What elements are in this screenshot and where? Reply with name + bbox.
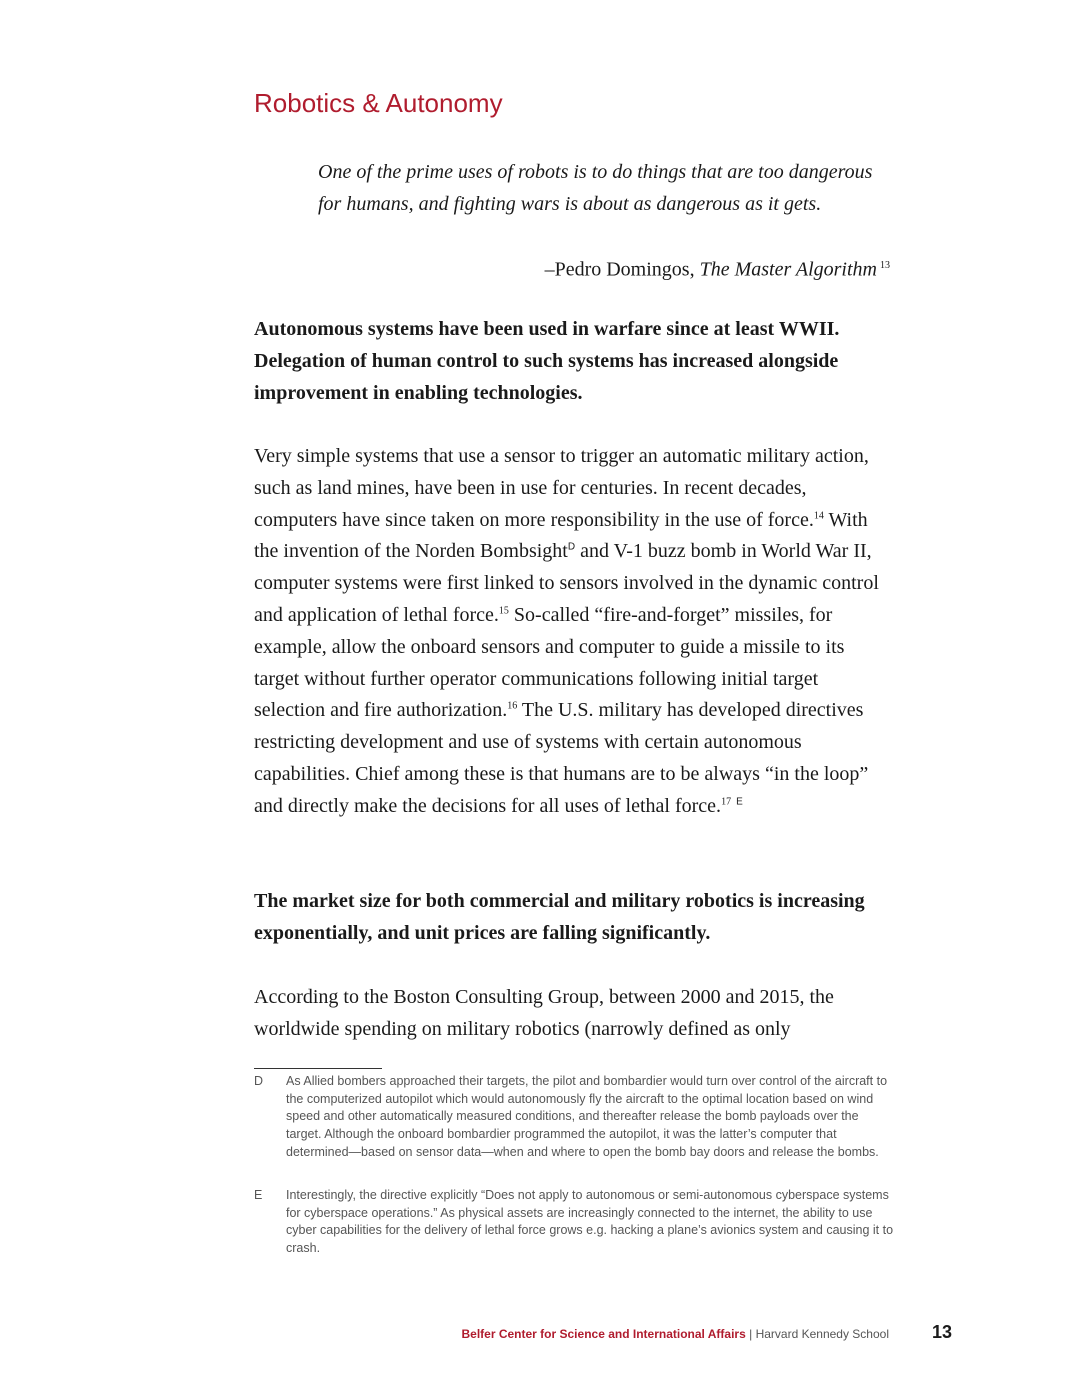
paragraph-text: With the invention of the Norden Bombsight [254,508,868,563]
paragraph-text: The U.S. military has developed directives restricting development and use of systems with certain autonomous capabilities. Chief among these is that humans are to be always “in the loop” and directly make the decisions for all uses of lethal force. [254,699,869,817]
footnote-d [254,1073,894,1162]
paragraph-text: Very simple systems that use a sensor to trigger an automatic military action, such as land mines, have been in use for centuries. In recent decades, computers have since taken on more responsibility in the use of force. [254,445,869,531]
footnote-text: Interestingly, the directive explicitly “Does not apply to autonomous or semi-autonomous cyberspace systems for cyberspace operations.” As physical assets are increasingly connected to the internet, the ability to use cyber capabilities for the delivery of lethal force grows e.g. hacking a plane’s avionics system and causing it to crash. [286,1188,894,1256]
footnote-letter: E [254,1188,263,1202]
epigraph-quote: One of the prime uses of robots is to do things that are too dangerous for humans, and fighting wars is about as dangerous as it gets. [318,161,873,215]
epigraph-attribution [545,252,890,284]
footer-org: Belfer Center for Science and International Affairs [461,1327,746,1341]
paragraph-text: and V-1 buzz bomb in World War II, computer systems were first linked to sensors involved in the dynamic control and application of lethal force. [254,540,879,626]
key-finding-1: Autonomous systems have been used in warfare since at least WWII. Delegation of human control to such systems has increased alongside improvement in enabling technologies. [254,318,840,404]
footnote-letter: D [254,1074,264,1088]
footnote-ref-d[interactable]: D [567,541,576,553]
footnote-ref-e[interactable]: E [736,796,743,808]
footer-separator: | [745,1327,756,1341]
epigraph-author: –Pedro Domingos, [544,258,700,281]
body-paragraph-2: According to the Boston Consulting Group, between 2000 and 2015, the worldwide spending on military robotics (narrowly defined as only [254,986,834,1040]
footnote-text: As Allied bombers approached their targets, the pilot and bombardier would turn over control of the aircraft to the computerized autopilot which would autonomously fly the aircraft to the optimal location based on wind speed and other automatically measured conditions, and thereafter release the bomb payloads over the target. Although the onboard bombardier programmed the autopilot, it was the latter’s computer that determined—based on sensor data—when and where to open the bomb bay doors and release the bombs. [286,1074,888,1159]
footnote-ref-16[interactable]: 16 [507,700,518,712]
footnote-ref-15[interactable]: 15 [498,605,509,617]
footnote-ref-17[interactable]: 17 [721,796,732,808]
section-title: Robotics & Autonomy [254,88,503,118]
paragraph-text: So-called “fire-and-forget” missiles, for example, allow the onboard sensors and computer to guide a missile to its target without further operator communications following initial target selection and fire authorization. [254,603,845,722]
epigraph-ref[interactable]: 13 [880,260,890,271]
footnote-divider [254,1068,382,1069]
body-paragraph-1 [254,441,894,823]
footer-school: Harvard Kennedy School [755,1327,889,1341]
epigraph-book: The Master Algorithm [699,258,877,281]
footnote-e [254,1187,894,1258]
footnote-ref-14[interactable]: 14 [813,509,824,521]
page-number: 13 [932,1322,953,1342]
page-footer [461,1326,889,1342]
key-finding-2: The market size for both commercial and military robotics is increasing exponentially, and unit prices are falling significantly. [254,890,865,944]
